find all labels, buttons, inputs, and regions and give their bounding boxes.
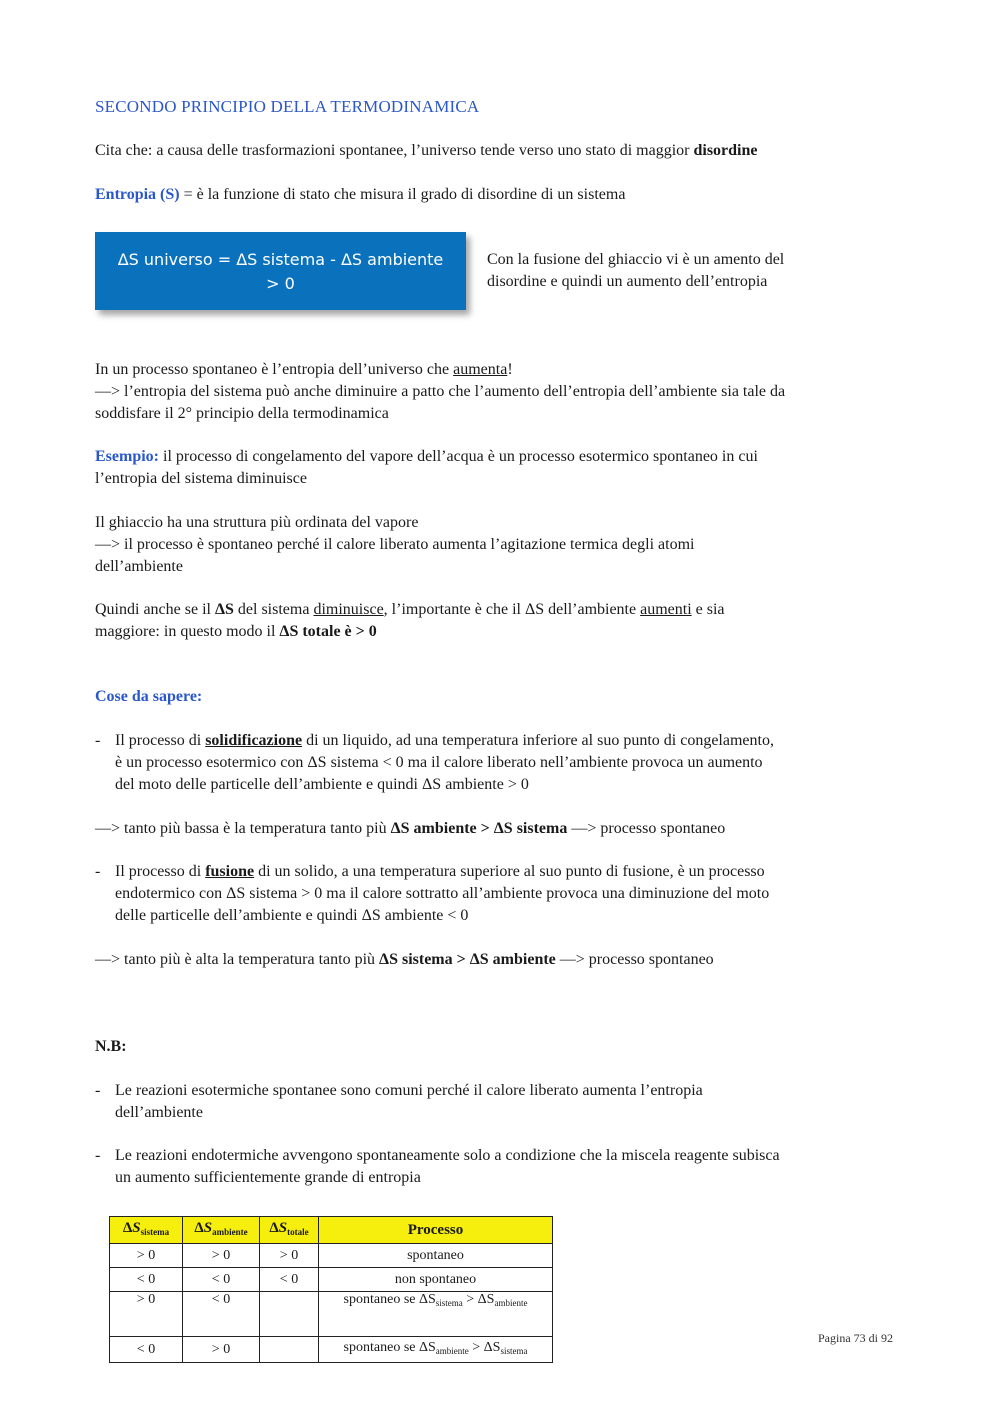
table-cell: > 0 <box>183 1337 260 1363</box>
nb-item-exothermic <box>95 1080 910 1124</box>
table-row <box>110 1292 553 1337</box>
bullet-fusion <box>95 861 910 927</box>
table-cell: > 0 <box>260 1244 319 1268</box>
arrow1-bold: ΔS ambiente > ΔS sistema <box>390 820 568 837</box>
header-processo: Processo <box>319 1217 553 1244</box>
intro-paragraph <box>95 140 910 162</box>
paragraph-spontaneous-line-3: soddisfare il 2° principio della termodinamica <box>95 405 389 422</box>
conclusion-line-2 <box>95 621 910 643</box>
example-label: Esempio: <box>95 448 159 465</box>
bullet1-text-a: Il processo di <box>115 732 206 749</box>
bullet-solidification-line-1 <box>115 730 910 752</box>
para1-text-b: ! <box>507 361 513 378</box>
table-cell: < 0 <box>183 1292 260 1337</box>
arrow2-text-c: —> processo spontaneo <box>555 951 714 968</box>
example-text: il processo di congelamento del vapore dell’acqua è un processo esotermico spontaneo in cui <box>159 448 758 465</box>
ice-line-3: dell’ambiente <box>95 558 183 575</box>
example-line-1 <box>95 446 910 468</box>
conclusion-paragraph <box>95 599 910 643</box>
para1-text-a: In un processo spontaneo è l’entropia dell’universo che <box>95 361 454 378</box>
para3-text-e: e sia <box>691 601 725 618</box>
ice-line-1: Il ghiaccio ha una struttura più ordinata del vapore <box>95 514 419 531</box>
bullet-fusion-line-2: endotermico con ΔS sistema > 0 ma il calore sottratto all’ambiente provoca una diminuzione del moto <box>115 885 770 902</box>
table-cell: > 0 <box>183 1244 260 1268</box>
nb-item-endothermic <box>95 1145 910 1189</box>
arrow2-text-a: —> tanto più è alta la temperatura tanto più <box>95 951 380 968</box>
header-delta-s-sistema: $\Delta S_{sistema}$ <box>110 1217 183 1244</box>
nb-item-exothermic-line-1: Le reazioni esotermiche spontanee sono comuni perché il calore liberato aumenta l’entropia <box>115 1082 703 1099</box>
bullet-dash: - <box>95 1082 101 1099</box>
section-heading-cose: Cose da sapere: <box>95 688 203 705</box>
header-delta-s-totale: $\Delta S_{totale}$ <box>260 1217 319 1244</box>
table-row <box>110 1244 553 1268</box>
bullet-solidification-line-2: è un processo esotermico con ΔS sistema < 0 ma il calore liberato nell’ambiente provoca un aumento <box>115 754 763 771</box>
bullet2-text-b: di un solido, a una temperatura superiore al suo punto di fusione, è un processo <box>254 863 765 880</box>
arrow2-bold: ΔS sistema > ΔS ambiente <box>379 951 556 968</box>
formula-note <box>487 249 907 293</box>
page-number: Pagina 73 di 92 <box>818 1331 893 1345</box>
para3-text-a: Quindi anche se il <box>95 601 215 618</box>
table-cell: spontaneo se $\Delta S_{sistema} > \Delta S_{ambiente}$ <box>319 1292 553 1337</box>
formula-note-line-2: disordine e quindi un aumento dell’entropia <box>487 273 768 290</box>
bullet-dash: - <box>95 732 101 749</box>
table-cell: spontaneo se $\Delta S_{ambiente} > \Delta S_{sistema}$ <box>319 1337 553 1363</box>
entropy-term: Entropia (S) <box>95 186 180 203</box>
paragraph-spontaneous-line-2: —> l’entropia del sistema può anche diminuire a patto che l’aumento dell’entropia dell’ambiente sia tale da <box>95 383 786 400</box>
section-heading-nb: N.B: <box>95 1038 127 1055</box>
bullet-fusion-line-3: delle particelle dell’ambiente e quindi ΔS ambiente < 0 <box>115 907 469 924</box>
example-paragraph <box>95 446 910 490</box>
para3-text-f: maggiore: in questo modo il <box>95 623 280 640</box>
table-header-row <box>110 1217 553 1244</box>
example-line-2: l’entropia del sistema diminuisce <box>95 470 307 487</box>
para3-underline-2: aumenti <box>640 601 692 618</box>
ice-paragraph <box>95 512 910 578</box>
bullet1-keyword: solidificazione <box>205 732 303 749</box>
formula-box <box>95 232 466 310</box>
bullet-solidification <box>95 730 910 796</box>
bullet2-text-a: Il processo di <box>115 863 206 880</box>
bullet1-text-b: di un liquido, ad una temperatura inferiore al suo punto di congelamento, <box>302 732 774 749</box>
para3-bold-2: ΔS totale è > 0 <box>279 623 377 640</box>
table-cell <box>260 1337 319 1363</box>
process-table <box>109 1216 553 1363</box>
table-cell: < 0 <box>110 1337 183 1363</box>
bullet-dash: - <box>95 1147 101 1164</box>
formula-line-2: > 0 <box>266 274 295 293</box>
bullet2-keyword: fusione <box>205 863 255 880</box>
header-delta-s-ambiente: $\Delta S_{ambiente}$ <box>183 1217 260 1244</box>
bullet-solidification-line-3: del moto delle particelle dell’ambiente e quindi ΔS ambiente > 0 <box>115 776 529 793</box>
bullet-dash: - <box>95 863 101 880</box>
table-cell: < 0 <box>183 1268 260 1292</box>
intro-bold: disordine <box>693 142 758 159</box>
formula-line-1: ΔS universo = ΔS sistema - ΔS ambiente <box>117 250 444 269</box>
nb-item-endothermic-line-2: un aumento sufficientemente grande di entropia <box>115 1169 421 1186</box>
paragraph-spontaneous <box>95 359 910 425</box>
arrow1-text-a: —> tanto più bassa è la temperatura tanto più <box>95 820 391 837</box>
table-row <box>110 1337 553 1363</box>
table-cell: > 0 <box>110 1244 183 1268</box>
para1-underline: aumenta <box>453 361 508 378</box>
table-row <box>110 1268 553 1292</box>
table-cell: < 0 <box>260 1268 319 1292</box>
bullet-fusion-line-1 <box>115 861 910 883</box>
table-cell: spontaneo <box>319 1244 553 1268</box>
ice-line-2: —> il processo è spontaneo perché il calore liberato aumenta l’agitazione termica degli atomi <box>95 536 695 553</box>
nb-item-endothermic-line-1: Le reazioni endotermiche avvengono spontaneamente solo a condizione che la miscela reagente subisca <box>115 1147 780 1164</box>
para3-text-d: , l’importante è che il ΔS dell’ambiente <box>383 601 641 618</box>
arrow-note-1 <box>95 818 910 840</box>
entropy-definition <box>95 184 910 206</box>
table-cell: > 0 <box>110 1292 183 1337</box>
arrow1-text-c: —> processo spontaneo <box>567 820 726 837</box>
table-cell: non spontaneo <box>319 1268 553 1292</box>
para3-underline-1: diminuisce <box>313 601 384 618</box>
nb-item-exothermic-line-2: dell’ambiente <box>115 1104 203 1121</box>
paragraph-spontaneous-line-1 <box>95 359 910 381</box>
page-title: SECONDO PRINCIPIO DELLA TERMODINAMICA <box>95 97 480 116</box>
para3-bold-1: ΔS <box>214 601 234 618</box>
table-cell: < 0 <box>110 1268 183 1292</box>
conclusion-line-1 <box>95 599 910 621</box>
para3-text-c: del sistema <box>233 601 314 618</box>
arrow-note-2 <box>95 949 910 971</box>
entropy-text: = è la funzione di stato che misura il grado di disordine di un sistema <box>179 186 626 203</box>
intro-text: Cita che: a causa delle trasformazioni spontanee, l’universo tende verso uno stato di maggior <box>95 142 694 159</box>
formula-note-line-1: Con la fusione del ghiaccio vi è un amento del <box>487 251 785 268</box>
table-cell <box>260 1292 319 1337</box>
